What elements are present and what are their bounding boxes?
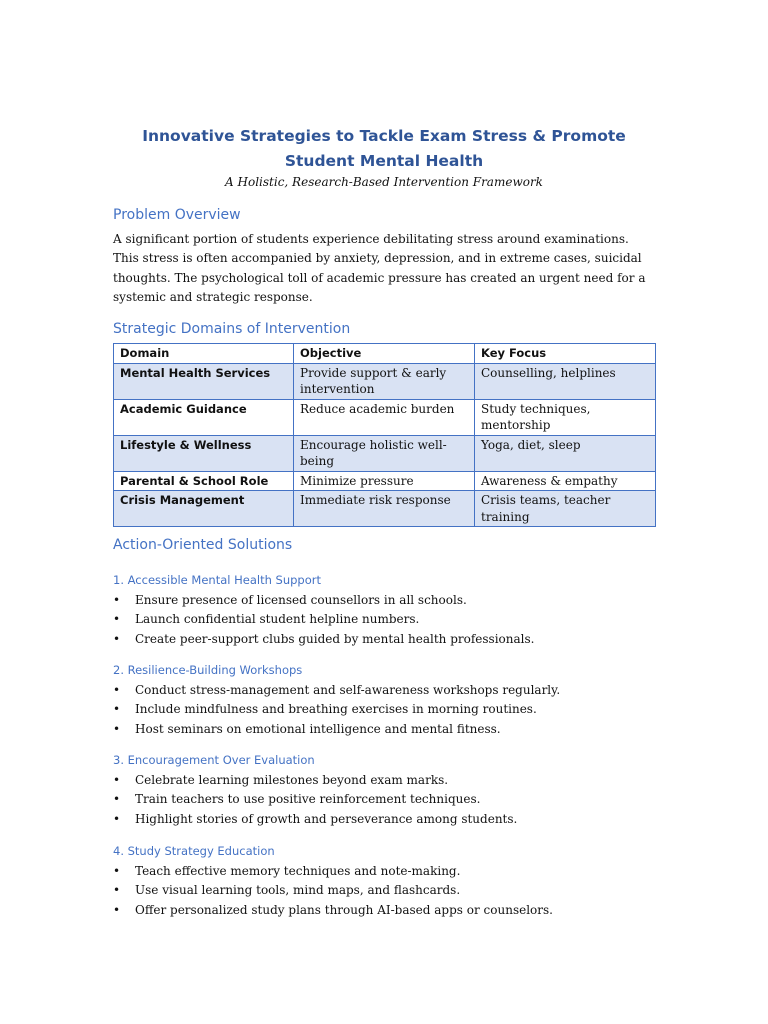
solution-list: [113, 862, 658, 920]
objective-cell: Provide support & early intervention: [294, 363, 475, 399]
list-item: [113, 771, 658, 790]
solution-section-title: 1. Accessible Mental Health Support: [113, 573, 321, 587]
table-row: [114, 399, 656, 435]
bullet-icon: •: [113, 702, 121, 717]
list-item-text: Conduct stress-management and self-awareness workshops regularly.: [135, 683, 561, 697]
table-row: [114, 491, 656, 527]
problem-heading: Problem Overview: [113, 207, 241, 223]
bullet-icon: •: [113, 811, 121, 826]
document-subtitle: A Holistic, Research-Based Intervention Framework: [225, 175, 543, 189]
domains-table: [113, 343, 656, 527]
table-header-row: [114, 344, 656, 364]
list-item: [113, 810, 658, 829]
list-item: [113, 591, 658, 610]
bullet-icon: •: [113, 721, 121, 736]
solution-list: [113, 771, 658, 829]
domain-cell: Lifestyle & Wellness: [114, 435, 294, 471]
solution-list: [113, 681, 658, 739]
problem-paragraph: A significant portion of students experience debilitating stress around examinations. This stress is often accompanied by anxiety, depression, and in extreme cases, suicidal thoughts. The psychological toll of academic pressure has created an urgent need for a systemic and strategic response.: [113, 232, 646, 304]
bullet-icon: •: [113, 593, 121, 607]
list-item: [113, 881, 658, 900]
list-item: [113, 700, 658, 719]
column-header: Key Focus: [475, 344, 656, 364]
solution-section-title: 3. Encouragement Over Evaluation: [113, 753, 315, 767]
column-header: Domain: [114, 344, 294, 364]
list-item-text: Create peer-support clubs guided by mental health professionals.: [135, 631, 535, 646]
objective-cell: Reduce academic burden: [294, 399, 475, 435]
list-item: [113, 610, 658, 629]
list-item-text: Host seminars on emotional intelligence and mental fitness.: [135, 721, 501, 736]
domains-heading: Strategic Domains of Intervention: [113, 321, 351, 337]
list-item-text: Ensure presence of licensed counsellors in all schools.: [135, 593, 467, 607]
bullet-icon: •: [113, 773, 121, 787]
key-focus-cell: Awareness & empathy: [475, 471, 656, 491]
table-row: [114, 435, 656, 471]
list-item-text: Highlight stories of growth and perseverance among students.: [135, 811, 518, 826]
bullet-icon: •: [113, 683, 121, 697]
objective-cell: Immediate risk response: [294, 491, 475, 527]
list-item-text: Offer personalized study plans through AI-based apps or counselors.: [135, 902, 553, 917]
list-item: [113, 862, 658, 881]
bullet-icon: •: [113, 883, 121, 898]
bullet-icon: •: [113, 631, 121, 646]
solution-section-title: 2. Resilience-Building Workshops: [113, 663, 303, 677]
list-item-text: Celebrate learning milestones beyond exam marks.: [135, 773, 449, 787]
list-item-text: Train teachers to use positive reinforcement techniques.: [135, 792, 481, 807]
table-row: [114, 363, 656, 399]
key-focus-cell: Yoga, diet, sleep: [475, 435, 656, 471]
domain-cell: Parental & School Role: [114, 471, 294, 491]
solutions-heading: Action-Oriented Solutions: [113, 537, 293, 553]
list-item: [113, 720, 658, 739]
domain-cell: Academic Guidance: [114, 399, 294, 435]
list-item-text: Include mindfulness and breathing exercises in morning routines.: [135, 702, 537, 717]
list-item-text: Teach effective memory techniques and note-making.: [135, 864, 461, 878]
bullet-icon: •: [113, 612, 121, 627]
list-item: [113, 790, 658, 809]
bullet-icon: •: [113, 864, 121, 878]
column-header: Objective: [294, 344, 475, 364]
list-item: [113, 901, 658, 920]
solution-section-title: 4. Study Strategy Education: [113, 844, 275, 858]
bullet-icon: •: [113, 902, 121, 917]
domain-cell: Crisis Management: [114, 491, 294, 527]
objective-cell: Minimize pressure: [294, 471, 475, 491]
bullet-icon: •: [113, 792, 121, 807]
key-focus-cell: Crisis teams, teacher training: [475, 491, 656, 527]
list-item: [113, 630, 658, 649]
objective-cell: Encourage holistic well-being: [294, 435, 475, 471]
key-focus-cell: Counselling, helplines: [475, 363, 656, 399]
domain-cell: Mental Health Services: [114, 363, 294, 399]
key-focus-cell: Study techniques, mentorship: [475, 399, 656, 435]
list-item: [113, 681, 658, 700]
list-item-text: Launch confidential student helpline numbers.: [135, 612, 420, 627]
table-row: [114, 471, 656, 491]
document-title: Innovative Strategies to Tackle Exam Stress & Promote Student Mental Health: [142, 127, 626, 170]
list-item-text: Use visual learning tools, mind maps, and flashcards.: [135, 883, 461, 898]
solution-list: [113, 591, 658, 649]
